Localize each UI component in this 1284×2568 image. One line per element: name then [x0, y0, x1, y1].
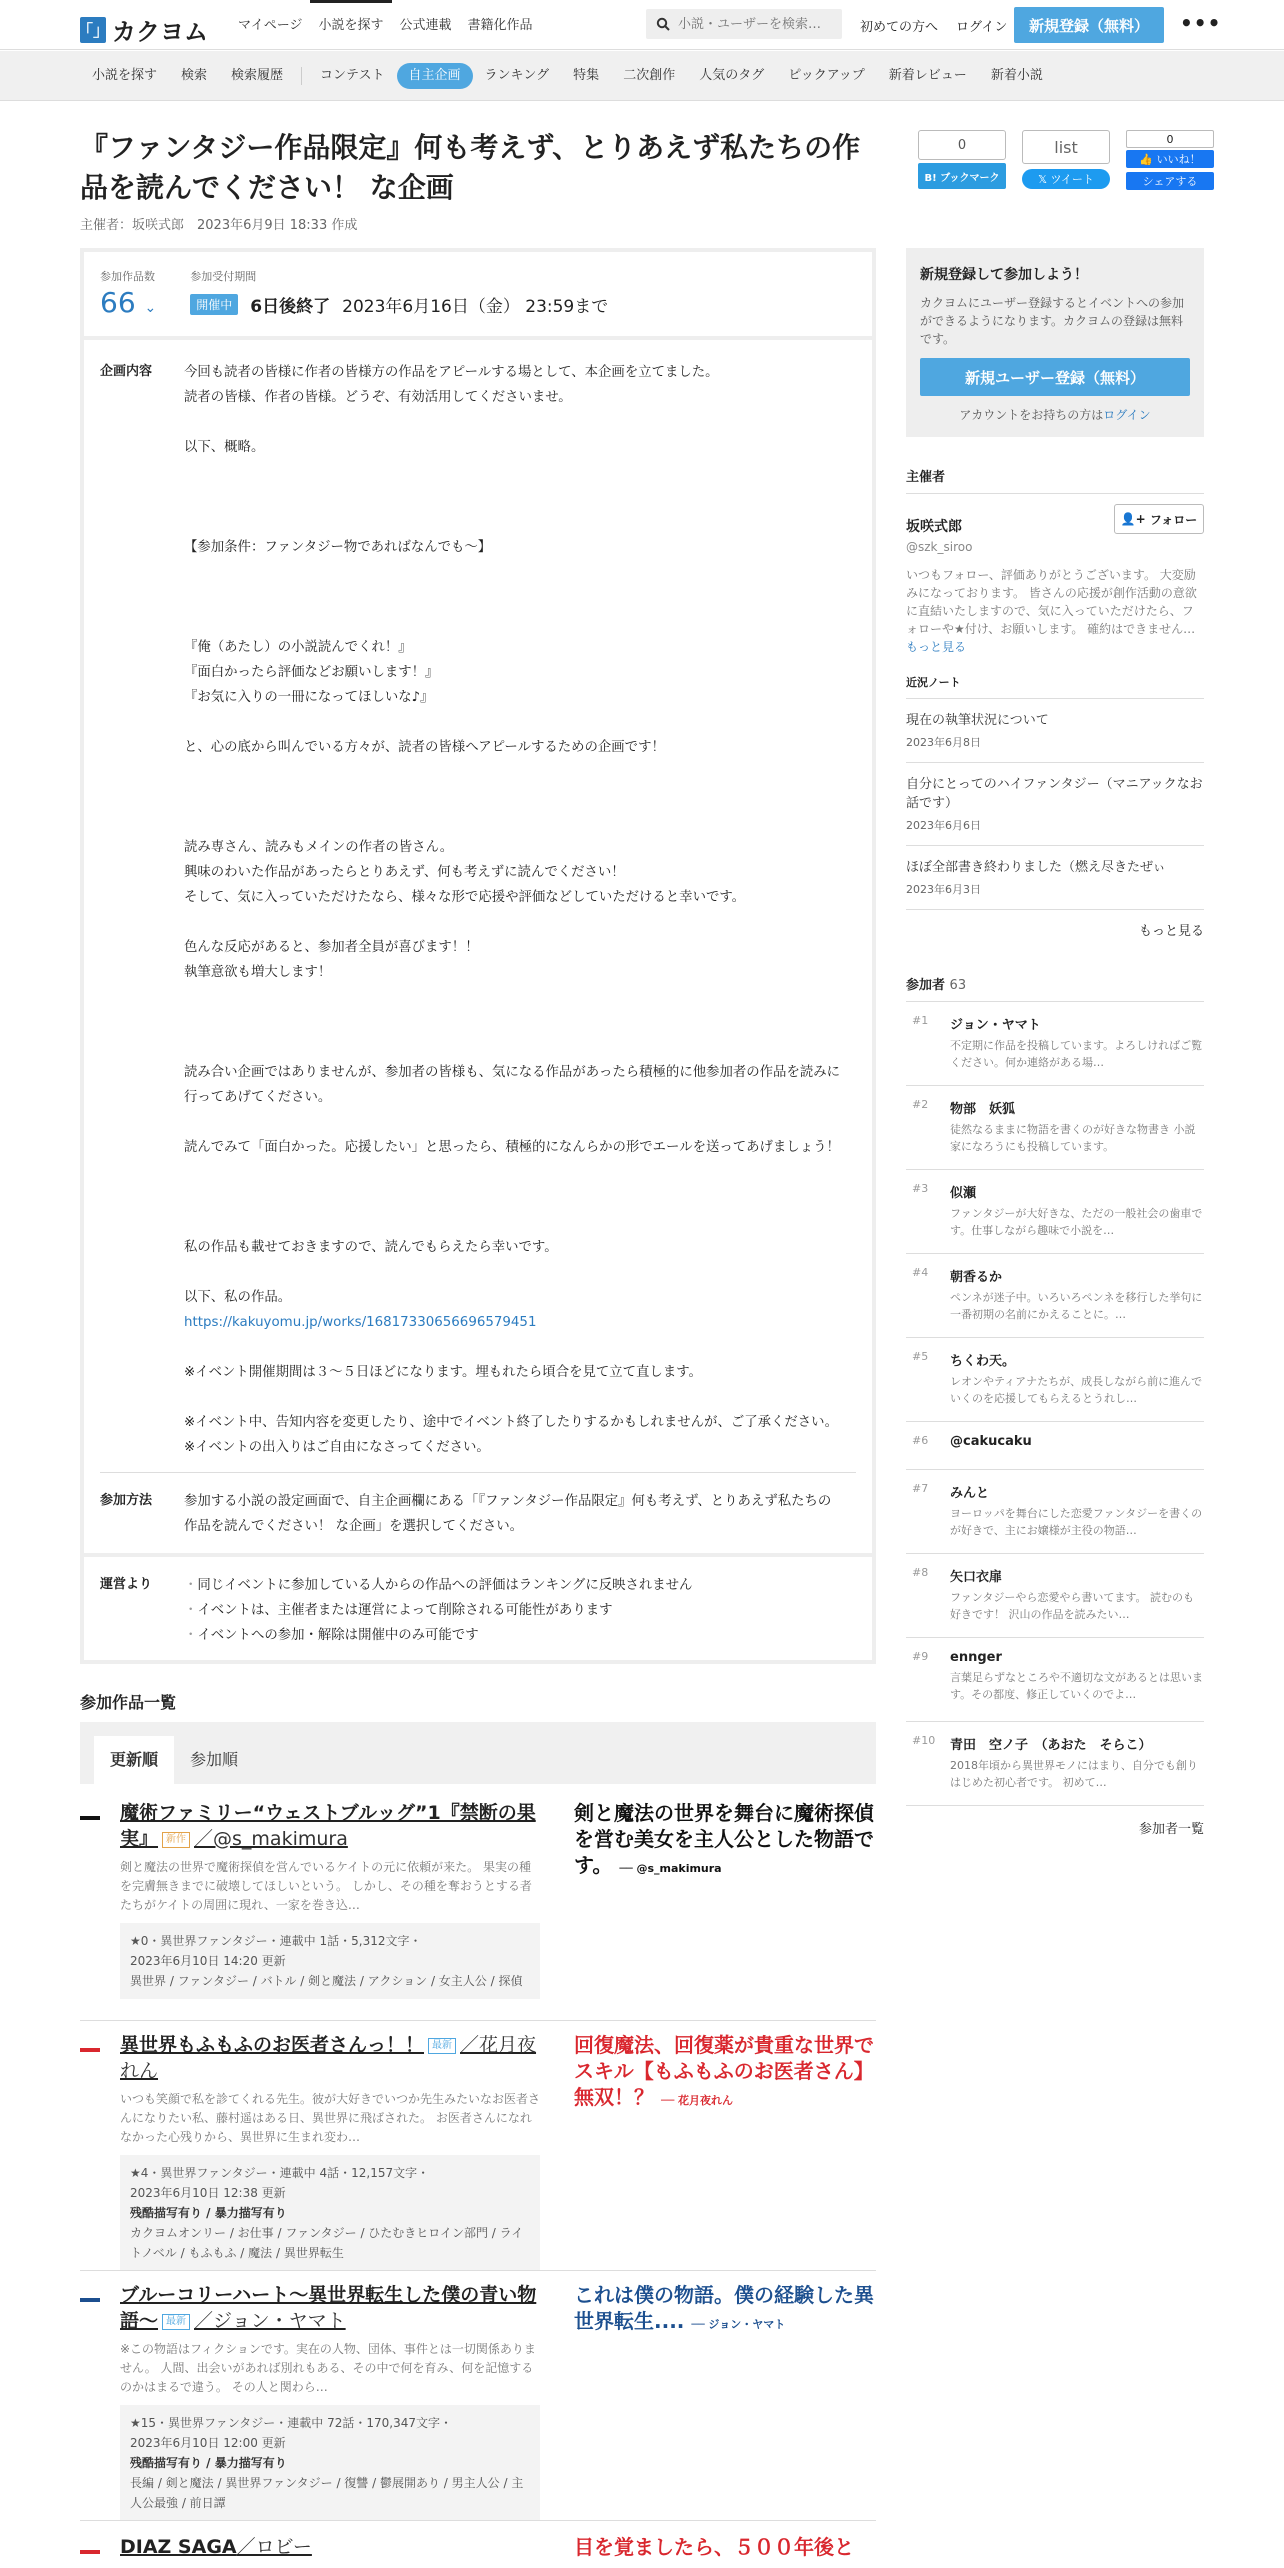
- notice-list: [184, 1573, 692, 1648]
- nav-find-novels[interactable]: 小説を探す: [310, 0, 391, 50]
- event-period: [84, 252, 872, 340]
- notice-item: ・ イベントは、主催者または運営によって削除される可能性があります: [184, 1598, 692, 1623]
- host-id: @szk_siroo: [906, 540, 973, 554]
- register-panel-title: 新規登録して参加しよう！: [920, 267, 1088, 283]
- catch-text: 回復魔法、回復薬が貴重な世界でスキル【もふもふのお医者さん】無双！？: [574, 2033, 874, 2109]
- work-meta: [120, 2155, 540, 2271]
- period-label: 参加受付期間: [190, 270, 257, 283]
- thumbs-up-icon: 👍: [1139, 152, 1157, 166]
- chevron-down-icon: ⌄: [144, 300, 157, 316]
- participant-name[interactable]: @cakucaku: [950, 1434, 1032, 1449]
- participant-name[interactable]: 青田 空ノ子 （あおた そらこ）: [950, 1738, 1152, 1753]
- work-stats: ★0・異世界ファンタジー・連載中 1話・5,312文字・: [130, 1934, 422, 1948]
- latest-badge: 最新: [428, 2038, 456, 2054]
- work-warnings: 残酷描写有り / 暴力描写有り: [130, 2206, 287, 2220]
- twitter-icon: 𝕏: [1038, 172, 1051, 186]
- subnav-user-event[interactable]: 自主企画: [397, 63, 473, 89]
- work-stats: ★4・異世界ファンタジー・連載中 4話・12,157文字・: [130, 2166, 430, 2180]
- search-box[interactable]: [646, 9, 842, 39]
- participant-item[interactable]: [906, 1002, 1204, 1086]
- participant-item[interactable]: [906, 1170, 1204, 1254]
- work-title-text[interactable]: DIAZ SAGA: [120, 2536, 237, 2558]
- participant-name[interactable]: 矢口衣扉: [950, 1570, 1003, 1585]
- fb-like-button[interactable]: [1126, 150, 1214, 168]
- subnav-fanfic[interactable]: 二次創作: [623, 68, 676, 83]
- event-method: [100, 1472, 856, 1553]
- catch-author: ── 花月夜れん: [660, 2094, 734, 2107]
- work-color-bar: [80, 2298, 100, 2302]
- catch-text: これは僕の物語。僕の経験した異世界転生....: [574, 2283, 874, 2333]
- work-title-text[interactable]: ブルーコリーハート〜異世界転生した僕の青い物語〜: [120, 2284, 537, 2332]
- host-name[interactable]: 坂咲式郎: [906, 519, 962, 535]
- note-item[interactable]: [906, 846, 1204, 910]
- host-more-link[interactable]: もっと見る: [906, 640, 967, 654]
- host-heading: 主催者: [906, 466, 1204, 494]
- catch-text: 剣と魔法の世界を舞台に魔術探偵を営む美女を主人公とした物語です。: [574, 1801, 874, 1877]
- header-links: [860, 0, 1007, 50]
- participants-heading-label: 参加者: [906, 978, 946, 993]
- nav-mypage[interactable]: マイページ: [238, 18, 303, 33]
- participant-item[interactable]: [906, 1086, 1204, 1170]
- hatena-count: 0: [918, 130, 1006, 160]
- work-title[interactable]: [120, 1800, 540, 1852]
- entry-count-label: 参加作品数: [100, 270, 155, 283]
- subnav-history[interactable]: 検索履歴: [231, 68, 284, 83]
- link-login[interactable]: ログイン: [956, 19, 1008, 35]
- participant-intro: レオンやティアナたちが、成長しながら前に進んでいくのを応援してもらえるとうれし…: [950, 1375, 1203, 1405]
- work-catchphrase: [574, 1800, 884, 1882]
- method-label: 参加方法: [100, 1493, 153, 1508]
- login-prompt-text: アカウントをお持ちの方は: [959, 408, 1104, 422]
- subnav-contest[interactable]: コンテスト: [320, 68, 385, 83]
- tab-updated[interactable]: 更新順: [94, 1736, 174, 1784]
- work-tags[interactable]: カクヨムオンリー / お仕事 / ファンタジー / ひたむきヒロイン部門 / ライトノベル / もふもふ / 魔法 / 異世界転生: [130, 2226, 524, 2260]
- catch-text: 目を覚ましたら、５００年後と: [574, 2535, 854, 2559]
- latest-badge: 最新: [162, 2314, 190, 2330]
- participant-rank: #7: [912, 1482, 929, 1495]
- notes-heading: 近況ノート: [906, 674, 1204, 699]
- event-detail: [80, 248, 876, 1664]
- tab-joined[interactable]: 参加順: [190, 1750, 239, 1769]
- work-color-bar: [80, 1816, 100, 1820]
- entry-count[interactable]: [100, 268, 156, 322]
- work-tags[interactable]: 異世界 / ファンタジー / バトル / 剣と魔法 / アクション / 女主人公 / 探偵: [130, 1974, 523, 1988]
- participant-intro: 2018年頃から異世界モノにはまり、自分でも創りはじめた初心者です。 初めて…: [950, 1759, 1198, 1789]
- desc-tail: ※イベント開催期間は３～５日ほどになります。埋もれたら頃合を見て立て直します。 ※イベント中、告知内容を変更したり、途中でイベント終了したりするかもしれませんが、ご了承ください。 ※イベントの出入りはご自由になさってください。: [184, 1365, 838, 1455]
- participant-rank: #8: [912, 1566, 929, 1579]
- work-author[interactable]: ／花月夜れん: [120, 2034, 537, 2082]
- work-tags[interactable]: 長編 / 剣と魔法 / 異世界ファンタジー / 復讐 / 鬱展開あり / 男主人公 / 主人公最強 / 前日譚: [130, 2476, 524, 2510]
- works-tabs: [80, 1722, 876, 1784]
- participant-rank: #5: [912, 1350, 929, 1363]
- participant-intro: ファンタジーやら恋愛やら書いてます。 読むのも好きです！ 沢山の作品を読みたい…: [950, 1591, 1194, 1621]
- logo-mark-icon: 「」: [80, 17, 106, 43]
- period-info: [190, 268, 608, 322]
- participant-name[interactable]: ジョン・ヤマト: [950, 1018, 1041, 1033]
- participant-name[interactable]: ennger: [950, 1650, 1002, 1665]
- method-text: 参加する小説の設定画面で、自主企画欄にある「『ファンタジー作品限定』何も考えず、とりあえず私たちの作品を読んでください！ な企画」を選択してください。: [184, 1494, 832, 1534]
- register-button[interactable]: 新規登録（無料）: [1014, 7, 1164, 43]
- work-title[interactable]: [120, 2282, 540, 2334]
- works-heading: 参加作品一覧: [80, 1693, 177, 1712]
- work-divider: [80, 2520, 876, 2521]
- subnav-new-novels[interactable]: 新着小説: [990, 68, 1043, 83]
- logo-text: カクヨム: [112, 18, 208, 46]
- tweet-button[interactable]: [1022, 169, 1110, 189]
- follow-label: フォロー: [1149, 512, 1198, 527]
- participant-item[interactable]: [906, 1254, 1204, 1338]
- page-title: 『ファンタジー作品限定』何も考えず、とりあえず私たちの作品を読んでください！ な企画: [80, 131, 861, 204]
- participant-item[interactable]: [906, 1638, 1204, 1722]
- new-badge: 新作: [162, 1832, 190, 1848]
- participant-name[interactable]: 物部 妖狐: [950, 1102, 1016, 1117]
- participants-count: 63: [949, 978, 967, 993]
- catch-author: ── ジョン・ヤマト: [691, 2318, 786, 2331]
- subnav-pickup[interactable]: ピックアップ: [788, 68, 865, 83]
- notice-item: ・ イベントへの参加・解除は開催中のみ可能です: [184, 1623, 692, 1648]
- work-meta: [120, 2405, 540, 2521]
- note-item[interactable]: [906, 699, 1204, 763]
- link-first-time[interactable]: 初めての方へ: [860, 19, 939, 35]
- participant-rank: #9: [912, 1650, 929, 1663]
- note-date: 2023年6月3日: [906, 883, 981, 896]
- work-intro: 剣と魔法の世界で魔術探偵を営んでいるケイトの元に依頼が来た。 果実の種を完膚無きまでに破壊してほしいという。 しかし、その種を奪おうとする者たちがケイトの周囲に現れ、一家を巻き込…: [120, 1860, 532, 1912]
- participants-heading: [906, 974, 1204, 1002]
- site-logo[interactable]: [77, 12, 208, 47]
- search-icon: [656, 17, 670, 31]
- host-intro-text: いつもフォロー、評価ありがとうございます。 大変励みになっております。 皆さんの応援が創作活動の意欲に直結いたしますので、気に入っていただけたら、フォローや★付け、お願いします。 確約はできません…: [906, 568, 1197, 636]
- work-updated: 2023年6月10日 14:20 更新: [130, 1954, 286, 1968]
- tweet-label: ツイート: [1050, 173, 1094, 186]
- host-intro: [906, 566, 1204, 656]
- register-panel: [906, 248, 1204, 437]
- work-catchphrase: [574, 2282, 884, 2338]
- notice-item: ・ 同じイベントに参加している人からの作品への評価はランキングに反映されません: [184, 1573, 692, 1598]
- work-color-bar: [80, 2550, 100, 2554]
- participant-name[interactable]: ちくわ天。: [950, 1354, 1016, 1369]
- hatena-share: [918, 130, 1006, 190]
- sub-nav: [0, 51, 1284, 101]
- status-badge: 開催中: [190, 294, 238, 315]
- event-description: [84, 340, 872, 1460]
- work-updated: 2023年6月10日 12:00 更新: [130, 2436, 286, 2450]
- subnav-new-reviews[interactable]: 新着レビュー: [888, 68, 967, 83]
- participants-list-link[interactable]: 参加者一覧: [1138, 1822, 1204, 1837]
- sidebar: [906, 248, 1204, 1837]
- notes-more-link[interactable]: もっと見る: [1138, 924, 1204, 939]
- event-notice: [84, 1553, 872, 1660]
- subnav-divider: [301, 67, 302, 85]
- note-title[interactable]: 自分にとってのハイファンタジー（マニアックなお話です）: [906, 777, 1203, 811]
- fb-like-label: いいね！: [1156, 153, 1201, 166]
- register-user-button[interactable]: 新規ユーザー登録（無料）: [920, 358, 1190, 396]
- nav-official[interactable]: 公式連載: [399, 18, 452, 33]
- subnav-ranking[interactable]: ランキング: [484, 68, 550, 83]
- work-intro: いつも笑顔で私を診てくれる先生。彼が大好きでいつか先生みたいなお医者さんになりたい私、藤村遥はある日、異世界に飛ばされた。 お医者さんになれなかった心残りから、異世界に生まれ変わ…: [120, 2092, 541, 2144]
- participant-rank: #1: [912, 1014, 929, 1027]
- participant-item[interactable]: [906, 1554, 1204, 1638]
- login-link[interactable]: ログイン: [1103, 408, 1151, 422]
- note-title[interactable]: ほぼ全部書き終わりました（燃え尽きたぜぃ: [906, 860, 1166, 875]
- participant-rank: #6: [912, 1434, 929, 1447]
- note-item[interactable]: [906, 763, 1204, 846]
- fb-count: 0: [1126, 130, 1214, 148]
- facebook-share: [1126, 130, 1214, 190]
- news-notes: [906, 674, 1204, 939]
- participant-item[interactable]: [906, 1470, 1204, 1554]
- desc-label: 企画内容: [100, 364, 153, 379]
- participant-item[interactable]: [906, 1338, 1204, 1422]
- participant-intro: 徒然なるままに物語を書くのが好きな物書き 小説家になろうにも投稿しています。: [950, 1123, 1196, 1153]
- work-author[interactable]: ／ロビー: [236, 2536, 312, 2558]
- work-divider: [80, 2270, 876, 2271]
- notice-label: 運営より: [100, 1577, 153, 1592]
- work-author[interactable]: ／@s_makimura: [194, 1828, 348, 1850]
- note-date: 2023年6月8日: [906, 736, 981, 749]
- host-section: [906, 466, 1204, 656]
- participant-rank: #4: [912, 1266, 929, 1279]
- list-share: [1022, 130, 1110, 190]
- note-date: 2023年6月6日: [906, 819, 981, 832]
- subnav-search[interactable]: 検索: [181, 68, 208, 83]
- more-menu-icon[interactable]: •••: [1180, 11, 1222, 35]
- participant-name[interactable]: 似瀬: [950, 1186, 977, 1201]
- subnav-feature[interactable]: 特集: [573, 68, 600, 83]
- participant-rank: #3: [912, 1182, 929, 1195]
- register-panel-text: カクヨムにユーザー登録するとイベントへの参加ができるようになります。カクヨムの登録は無料です。: [920, 296, 1185, 346]
- participant-intro: ファンタジーが大好きな、ただの一般社会の歯車です。仕事しながら趣味で小説を…: [950, 1207, 1203, 1237]
- work-divider: [80, 2020, 876, 2021]
- event-title-area: [80, 128, 880, 233]
- work-title-text[interactable]: 異世界もふもふのお医者さんっ！！: [120, 2034, 425, 2056]
- participant-rank: #2: [912, 1098, 929, 1111]
- hatena-bookmark-button[interactable]: B! ブックマーク: [918, 163, 1006, 189]
- work-catchphrase: [574, 2534, 884, 2560]
- participant-rank: #10: [912, 1734, 936, 1747]
- note-title[interactable]: 現在の執筆状況について: [906, 713, 1049, 728]
- work-updated: 2023年6月10日 12:38 更新: [130, 2186, 286, 2200]
- catch-author: ── @s_makimura: [619, 1862, 722, 1875]
- event-panel: [80, 248, 876, 1664]
- participant-item[interactable]: [906, 1422, 1204, 1470]
- global-nav: [230, 0, 541, 50]
- participant-intro: ペンネが迷子中。いろいろペンネを移行した挙句に一番初期の名前にかえることに。…: [950, 1291, 1203, 1321]
- participant-name[interactable]: 朝香るか: [950, 1270, 1003, 1285]
- remaining-days: 6日後終了: [250, 297, 331, 317]
- participant-item[interactable]: [906, 1722, 1204, 1806]
- global-header: [0, 0, 1284, 50]
- add-user-icon: 👤+: [1120, 512, 1150, 526]
- list-button[interactable]: list: [1022, 130, 1110, 164]
- subnav-popular-tags[interactable]: 人気のタグ: [699, 68, 765, 83]
- fb-share-button[interactable]: シェアする: [1126, 172, 1214, 190]
- participant-intro: 言葉足らずなところや不適切な文があるとは思います。その都度、修正していくのでよ…: [950, 1671, 1203, 1701]
- work-color-bar: [80, 2048, 100, 2052]
- search-input[interactable]: [678, 17, 828, 32]
- desc-text: 今回も読者の皆様に作者の皆様方の作品をアピールする場として、本企画を立てました。 読者の皆様、作者の皆様。どうぞ、有効活用してくださいませ。 以下、概略。 【参加条件：ファンタジー物であればなんでも～】 『俺（あたし）の小説読んでくれ！』 『面白かったら評価などお願いします！』 『お気に入りの一冊になってほしいな♪』 と、心の底から叫んでいる方々が、読者の皆様へアピールするための企画です！ 読み専さん、読みもメインの作者の皆さん。 興味のわいた作品があったらとりあえず、何も考えずに読んでください！ そして、気に入っていただけたなら、様々な形で応援や評価などしていただけると幸いです。 色んな反応があると、参加者全員が喜びます！！ 執筆意欲も増大します！ 読み合い企画ではありませんが、参加者の皆様も、気になる作品があったら積極的に他参加者の作品を読みに行ってあげてください。 読んでみて「面白かった。応援したい」と思ったら、積極的になんらかの形でエールを送ってあげましょう！ 私の作品も載せておきますので、読んでもらえたら幸いです。 以下、私の作品。: [184, 365, 841, 1305]
- event-meta: 主催者：坂咲式郎 2023年6月9日 18:33 作成: [80, 218, 358, 233]
- participant-intro: ヨーロッパを舞台にした恋愛ファンタジーを書くのが好きで、主にお嬢様が主役の物語…: [950, 1507, 1203, 1537]
- participant-name[interactable]: みんと: [950, 1486, 990, 1501]
- nav-books[interactable]: 書籍化作品: [467, 18, 533, 33]
- work-title[interactable]: [120, 2534, 540, 2560]
- end-date: 2023年6月16日（金） 23:59まで: [342, 297, 609, 317]
- work-title-text[interactable]: 魔術ファミリー“ウェストブルッグ”1『禁断の果実』: [120, 1802, 536, 1850]
- login-prompt: [920, 406, 1190, 423]
- follow-button[interactable]: [1114, 504, 1204, 534]
- subnav-find[interactable]: 小説を探す: [92, 68, 158, 83]
- work-catchphrase: [574, 2032, 884, 2114]
- participant-intro: 不定期に作品を投稿しています。よろしければご覧ください。何か連絡がある場…: [950, 1039, 1203, 1069]
- entry-count-value: 66: [100, 286, 136, 319]
- work-stats: ★15・異世界ファンタジー・連載中 72話・170,347文字・: [130, 2416, 453, 2430]
- work-intro: ※この物語はフィクションです。実在の人物、団体、事件とは一切関係ありません。 人間、出会いがあれば別れもある、その中で何を育み、何を記憶するのかはまるで違う。 その人と関わら…: [120, 2342, 536, 2394]
- work-title[interactable]: [120, 2032, 540, 2084]
- desc-work-link[interactable]: https://kakuyomu.jp/works/16817330656696579451: [184, 1315, 537, 1330]
- work-meta: [120, 1923, 540, 1999]
- participants: [906, 974, 1204, 1837]
- work-warnings: 残酷描写有り / 暴力描写有り: [130, 2456, 287, 2470]
- work-author[interactable]: ／ジョン・ヤマト: [194, 2310, 346, 2332]
- share-buttons: [918, 130, 1214, 190]
